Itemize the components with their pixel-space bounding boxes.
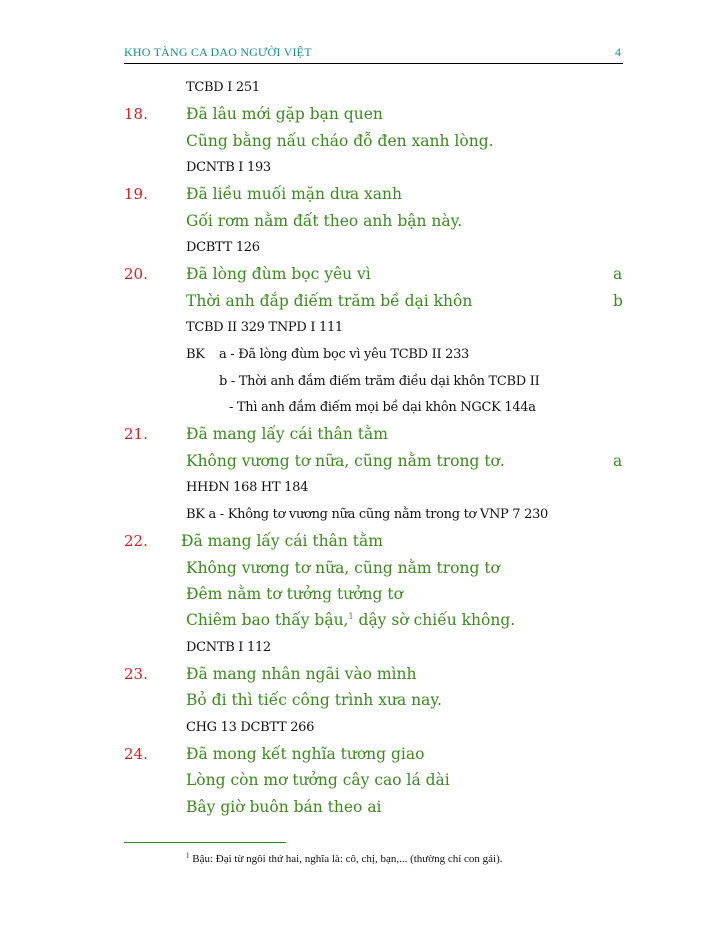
source-ref: DCBTT 126 [186, 240, 260, 255]
source-line [0, 320, 723, 344]
verse-line [0, 691, 723, 715]
source-line [0, 720, 723, 744]
source-ref: CHG 13 DCBTT 266 [186, 720, 315, 735]
verse-text: Cũng bằng nấu cháo đỗ đen xanh lòng. [186, 132, 494, 150]
source-ref: DCNTB I 193 [186, 160, 271, 175]
verse-line [0, 265, 723, 289]
variant-label: BK [186, 347, 205, 362]
variant-text: - Thì anh đắm điếm mọi bề dại khôn NGCK 144a [229, 400, 536, 415]
verse-text: Đêm nằm tơ tưởng tưởng tơ [186, 585, 403, 603]
variant-line [0, 347, 723, 371]
source-line [0, 160, 723, 184]
page-header [124, 45, 623, 65]
source-line [0, 640, 723, 664]
verse-line [0, 425, 723, 449]
source-line [0, 80, 723, 104]
footnote-divider [124, 842, 286, 843]
source-line [0, 240, 723, 264]
verse-text: Thời anh đắp điếm trăm bề dại khôn [186, 292, 473, 310]
variant-marker: b [613, 292, 623, 310]
page-number: 4 [615, 45, 621, 59]
verse-line [0, 611, 723, 635]
variant-line [0, 400, 723, 424]
source-ref: DCNTB I 112 [186, 640, 271, 655]
footnote-text: Bậu: Đại từ ngôi thứ hai, nghĩa là: cô, chị, bạn,... (thường chỉ con gái). [189, 853, 503, 865]
footnote [186, 853, 503, 865]
verse-text: Đã mang nhân ngãi vào mình [186, 665, 417, 683]
verse-line [0, 771, 723, 795]
verse-line [0, 185, 723, 209]
variant-marker: a [613, 265, 623, 283]
variant-line [0, 374, 723, 398]
verse-text [186, 611, 515, 629]
footnote-ref[interactable]: 1 [348, 611, 354, 621]
verse-text: Đã liều muối mặn dưa xanh [186, 185, 402, 203]
verse-number: 24. [124, 745, 148, 763]
header-divider [124, 63, 623, 64]
verse-text: Không vương tơ nữa, cũng nằm trong tơ [186, 559, 500, 577]
verse-number: 22. [124, 532, 148, 550]
verse-line [0, 665, 723, 689]
verse-line [0, 105, 723, 129]
footnote-number: 1 [186, 851, 190, 860]
verse-line [0, 532, 723, 556]
source-ref: HHĐN 168 HT 184 [186, 480, 309, 495]
verse-line [0, 292, 723, 316]
variant-line [0, 507, 723, 531]
verse-text: Đã mang lấy cái thân tằm [181, 532, 383, 550]
variant-marker: a [613, 452, 623, 470]
verse-text: Đã lâu mới gặp bạn quen [186, 105, 383, 123]
verse-line [0, 559, 723, 583]
verse-text: Không vương tơ nữa, cũng nằm trong tơ. [186, 452, 505, 470]
verse-number: 20. [124, 265, 148, 283]
verse-text: Gối rơm nằm đất theo anh bận này. [186, 212, 463, 230]
verse-text: Bỏ đi thì tiếc công trình xưa nay. [186, 691, 442, 709]
variant-text: BK a - Không tơ vương nữa cũng nằm trong tơ VNP 7 230 [186, 507, 549, 522]
verse-line [0, 798, 723, 822]
verse-text: Đã lòng đùm bọc yêu vì [186, 265, 371, 283]
source-ref: TCBD I 251 [186, 80, 260, 95]
verse-line [0, 585, 723, 609]
verse-text: Đã mang lấy cái thân tằm [186, 425, 388, 443]
verse-number: 21. [124, 425, 148, 443]
variant-text: b - Thời anh đắm điếm trăm điều dại khôn TCBD II [219, 374, 540, 389]
verse-line [0, 132, 723, 156]
source-ref: TCBD II 329 TNPD I 111 [186, 320, 343, 335]
verse-number: 19. [124, 185, 148, 203]
variant-text: a - Đã lòng đùm bọc vì yêu TCBD II 233 [219, 347, 470, 362]
verse-line [0, 745, 723, 769]
source-line [0, 480, 723, 504]
verse-text-part: Chiêm bao thấy bậu, [186, 611, 349, 629]
verse-line [0, 452, 723, 476]
verse-text: Đã mong kết nghĩa tương giao [186, 745, 425, 763]
verse-text-part: dậy sờ chiếu không. [353, 611, 516, 629]
verse-number: 18. [124, 105, 148, 123]
book-title: KHO TÀNG CA DAO NGƯỜI VIỆT [124, 45, 312, 59]
verse-text: Bây giờ buôn bán theo ai [186, 798, 382, 816]
verse-text: Lòng còn mơ tưởng cây cao lá dài [186, 771, 450, 789]
verse-number: 23. [124, 665, 148, 683]
verse-line [0, 212, 723, 236]
